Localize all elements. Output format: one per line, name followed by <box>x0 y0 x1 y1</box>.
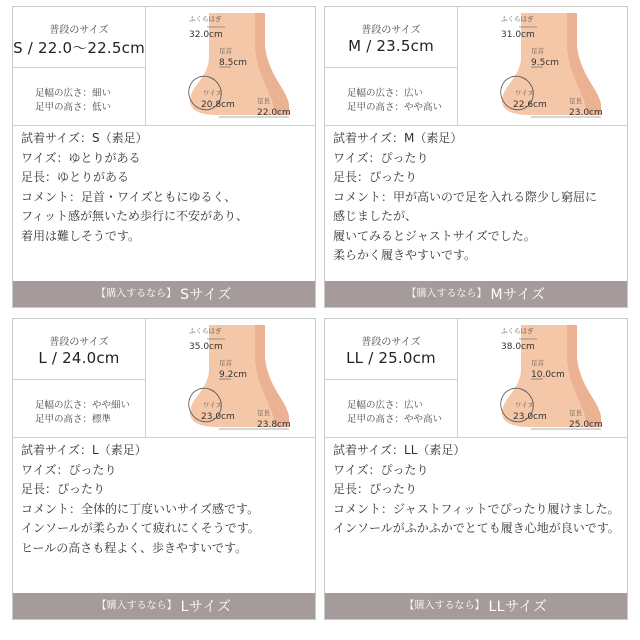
review-line: コメント：甲が高いので足を入れる際少し窮屈に <box>333 189 598 204</box>
card-header <box>325 7 627 125</box>
review-line: 着用は難しそうです。 <box>21 228 141 243</box>
usual-size-label: 普段のサイズ <box>49 25 109 36</box>
usual-size-value: S / 22.0～22.5cm <box>13 39 145 57</box>
usual-size-value: L / 24.0cm <box>38 349 120 367</box>
review-line: コメント：ジャストフィットでぴったり履けました。 <box>333 501 620 516</box>
length-value: 23.0cm <box>569 108 603 118</box>
instep-height-line: 足甲の高さ：やや高い <box>347 102 443 113</box>
review-line: インソールが柔らかくて疲れにくそうです。 <box>21 521 260 535</box>
recommend-size: Lサイズ <box>180 598 232 615</box>
foot-width-line: 足幅の広さ：広い <box>347 400 424 411</box>
calf-value: 32.0cm <box>189 30 223 40</box>
foot-illustration <box>147 319 315 437</box>
instep-height-line: 足甲の高さ：低い <box>35 102 112 113</box>
size-card-m <box>324 6 628 308</box>
review-line: 足長：ぴったり <box>21 482 106 496</box>
ankle-label: 足首 <box>219 47 232 55</box>
review-line: ワイズ：ぴったり <box>333 150 429 165</box>
recommend-footer <box>325 281 627 307</box>
review-line: フィット感が無いため歩行に不安があり、 <box>21 209 249 223</box>
length-label: 足長 <box>257 409 270 417</box>
recommend-size: Sサイズ <box>180 286 232 303</box>
foot-icon <box>147 319 315 437</box>
size-card-s <box>12 6 316 308</box>
usual-size-label: 普段のサイズ <box>361 337 421 348</box>
foot-illustration <box>459 7 627 125</box>
ankle-label: 足首 <box>531 359 544 367</box>
foot-illustration <box>147 7 315 125</box>
review-line: ワイズ：ゆとりがある <box>21 150 141 165</box>
calf-value: 35.0cm <box>189 342 223 352</box>
review-text <box>21 441 309 558</box>
instep-height-line: 足甲の高さ：やや高い <box>347 414 443 425</box>
recommend-prefix: 【購入するなら】 <box>404 600 485 612</box>
calf-label: ふくらはぎ <box>501 327 534 335</box>
size-card-l <box>12 318 316 620</box>
recommend-size: Mサイズ <box>490 286 546 303</box>
ankle-value: 10.0cm <box>531 370 565 380</box>
foot-width-line: 足幅の広さ：広い <box>347 88 424 99</box>
calf-label: ふくらはぎ <box>189 327 222 335</box>
wise-value: 23.0cm <box>201 412 235 422</box>
card-header <box>13 319 315 437</box>
review-line: 試着サイズ：S（素足） <box>21 131 148 145</box>
size-card-ll <box>324 318 628 620</box>
length-value: 23.8cm <box>257 420 291 430</box>
foot-icon <box>459 319 627 437</box>
review-line: 柔らかく履きやすいです。 <box>333 248 477 262</box>
wise-value: 22.6cm <box>513 100 547 110</box>
recommend-prefix: 【購入するなら】 <box>96 600 177 612</box>
review-line: コメント：全体的に丁度いいサイズ感です。 <box>21 501 260 516</box>
usual-size-label: 普段のサイズ <box>49 337 109 348</box>
wise-label: ワイズ <box>515 401 535 409</box>
wise-value: 23.0cm <box>513 412 547 422</box>
review-line: コメント：足首・ワイズともにゆるく、 <box>21 189 237 204</box>
card-header <box>13 7 315 125</box>
ankle-value: 9.2cm <box>219 370 248 380</box>
wise-label: ワイズ <box>203 401 223 409</box>
recommend-footer <box>13 593 315 619</box>
review-text <box>21 129 309 246</box>
recommend-size: LLサイズ <box>488 598 548 615</box>
ankle-value: 8.5cm <box>219 58 248 68</box>
calf-label: ふくらはぎ <box>501 15 534 23</box>
foot-icon <box>147 7 315 125</box>
wise-label: ワイズ <box>203 89 223 97</box>
length-label: 足長 <box>569 97 582 105</box>
wise-label: ワイズ <box>515 89 535 97</box>
wise-value: 20.8cm <box>201 100 235 110</box>
recommend-footer <box>325 593 627 619</box>
calf-value: 31.0cm <box>501 30 535 40</box>
usual-size-value: M / 23.5cm <box>348 37 434 55</box>
review-line: 試着サイズ：L（素足） <box>21 443 147 457</box>
review-text <box>333 441 621 539</box>
review-line: 試着サイズ：M（素足） <box>333 131 463 145</box>
review-line: 試着サイズ：LL（素足） <box>333 443 466 457</box>
usual-size-label: 普段のサイズ <box>361 25 421 36</box>
review-line: 足長：ぴったり <box>333 170 418 184</box>
instep-height-line: 足甲の高さ：標準 <box>35 414 112 425</box>
review-line: 履いてみるとジャストサイズでした。 <box>333 228 536 243</box>
review-line: 足長：ぴったり <box>333 482 418 496</box>
review-text <box>333 129 621 266</box>
calf-label: ふくらはぎ <box>189 15 222 23</box>
calf-value: 38.0cm <box>501 342 535 352</box>
review-line: ワイズ：ぴったり <box>333 462 429 477</box>
recommend-prefix: 【購入するなら】 <box>96 288 177 300</box>
ankle-label: 足首 <box>219 359 232 367</box>
recommend-prefix: 【購入するなら】 <box>406 288 487 300</box>
foot-illustration <box>459 319 627 437</box>
review-line: 足長：ゆとりがある <box>21 170 130 184</box>
review-line: 感じましたが、 <box>333 209 418 223</box>
length-label: 足長 <box>569 409 582 417</box>
length-value: 22.0cm <box>257 108 291 118</box>
foot-width-line: 足幅の広さ：細い <box>35 88 112 99</box>
review-line: インソールがふかふかでとても履き心地が良いです。 <box>333 521 620 535</box>
usual-size-value: LL / 25.0cm <box>346 349 436 367</box>
foot-icon <box>459 7 627 125</box>
ankle-value: 9.5cm <box>531 58 560 68</box>
review-line: ワイズ：ぴったり <box>21 462 117 477</box>
ankle-label: 足首 <box>531 47 544 55</box>
card-header <box>325 319 627 437</box>
length-value: 25.0cm <box>569 420 603 430</box>
foot-width-line: 足幅の広さ：やや細い <box>35 400 131 411</box>
length-label: 足長 <box>257 97 270 105</box>
recommend-footer <box>13 281 315 307</box>
review-line: ヒールの高さも程よく、歩きやすいです。 <box>21 540 248 555</box>
